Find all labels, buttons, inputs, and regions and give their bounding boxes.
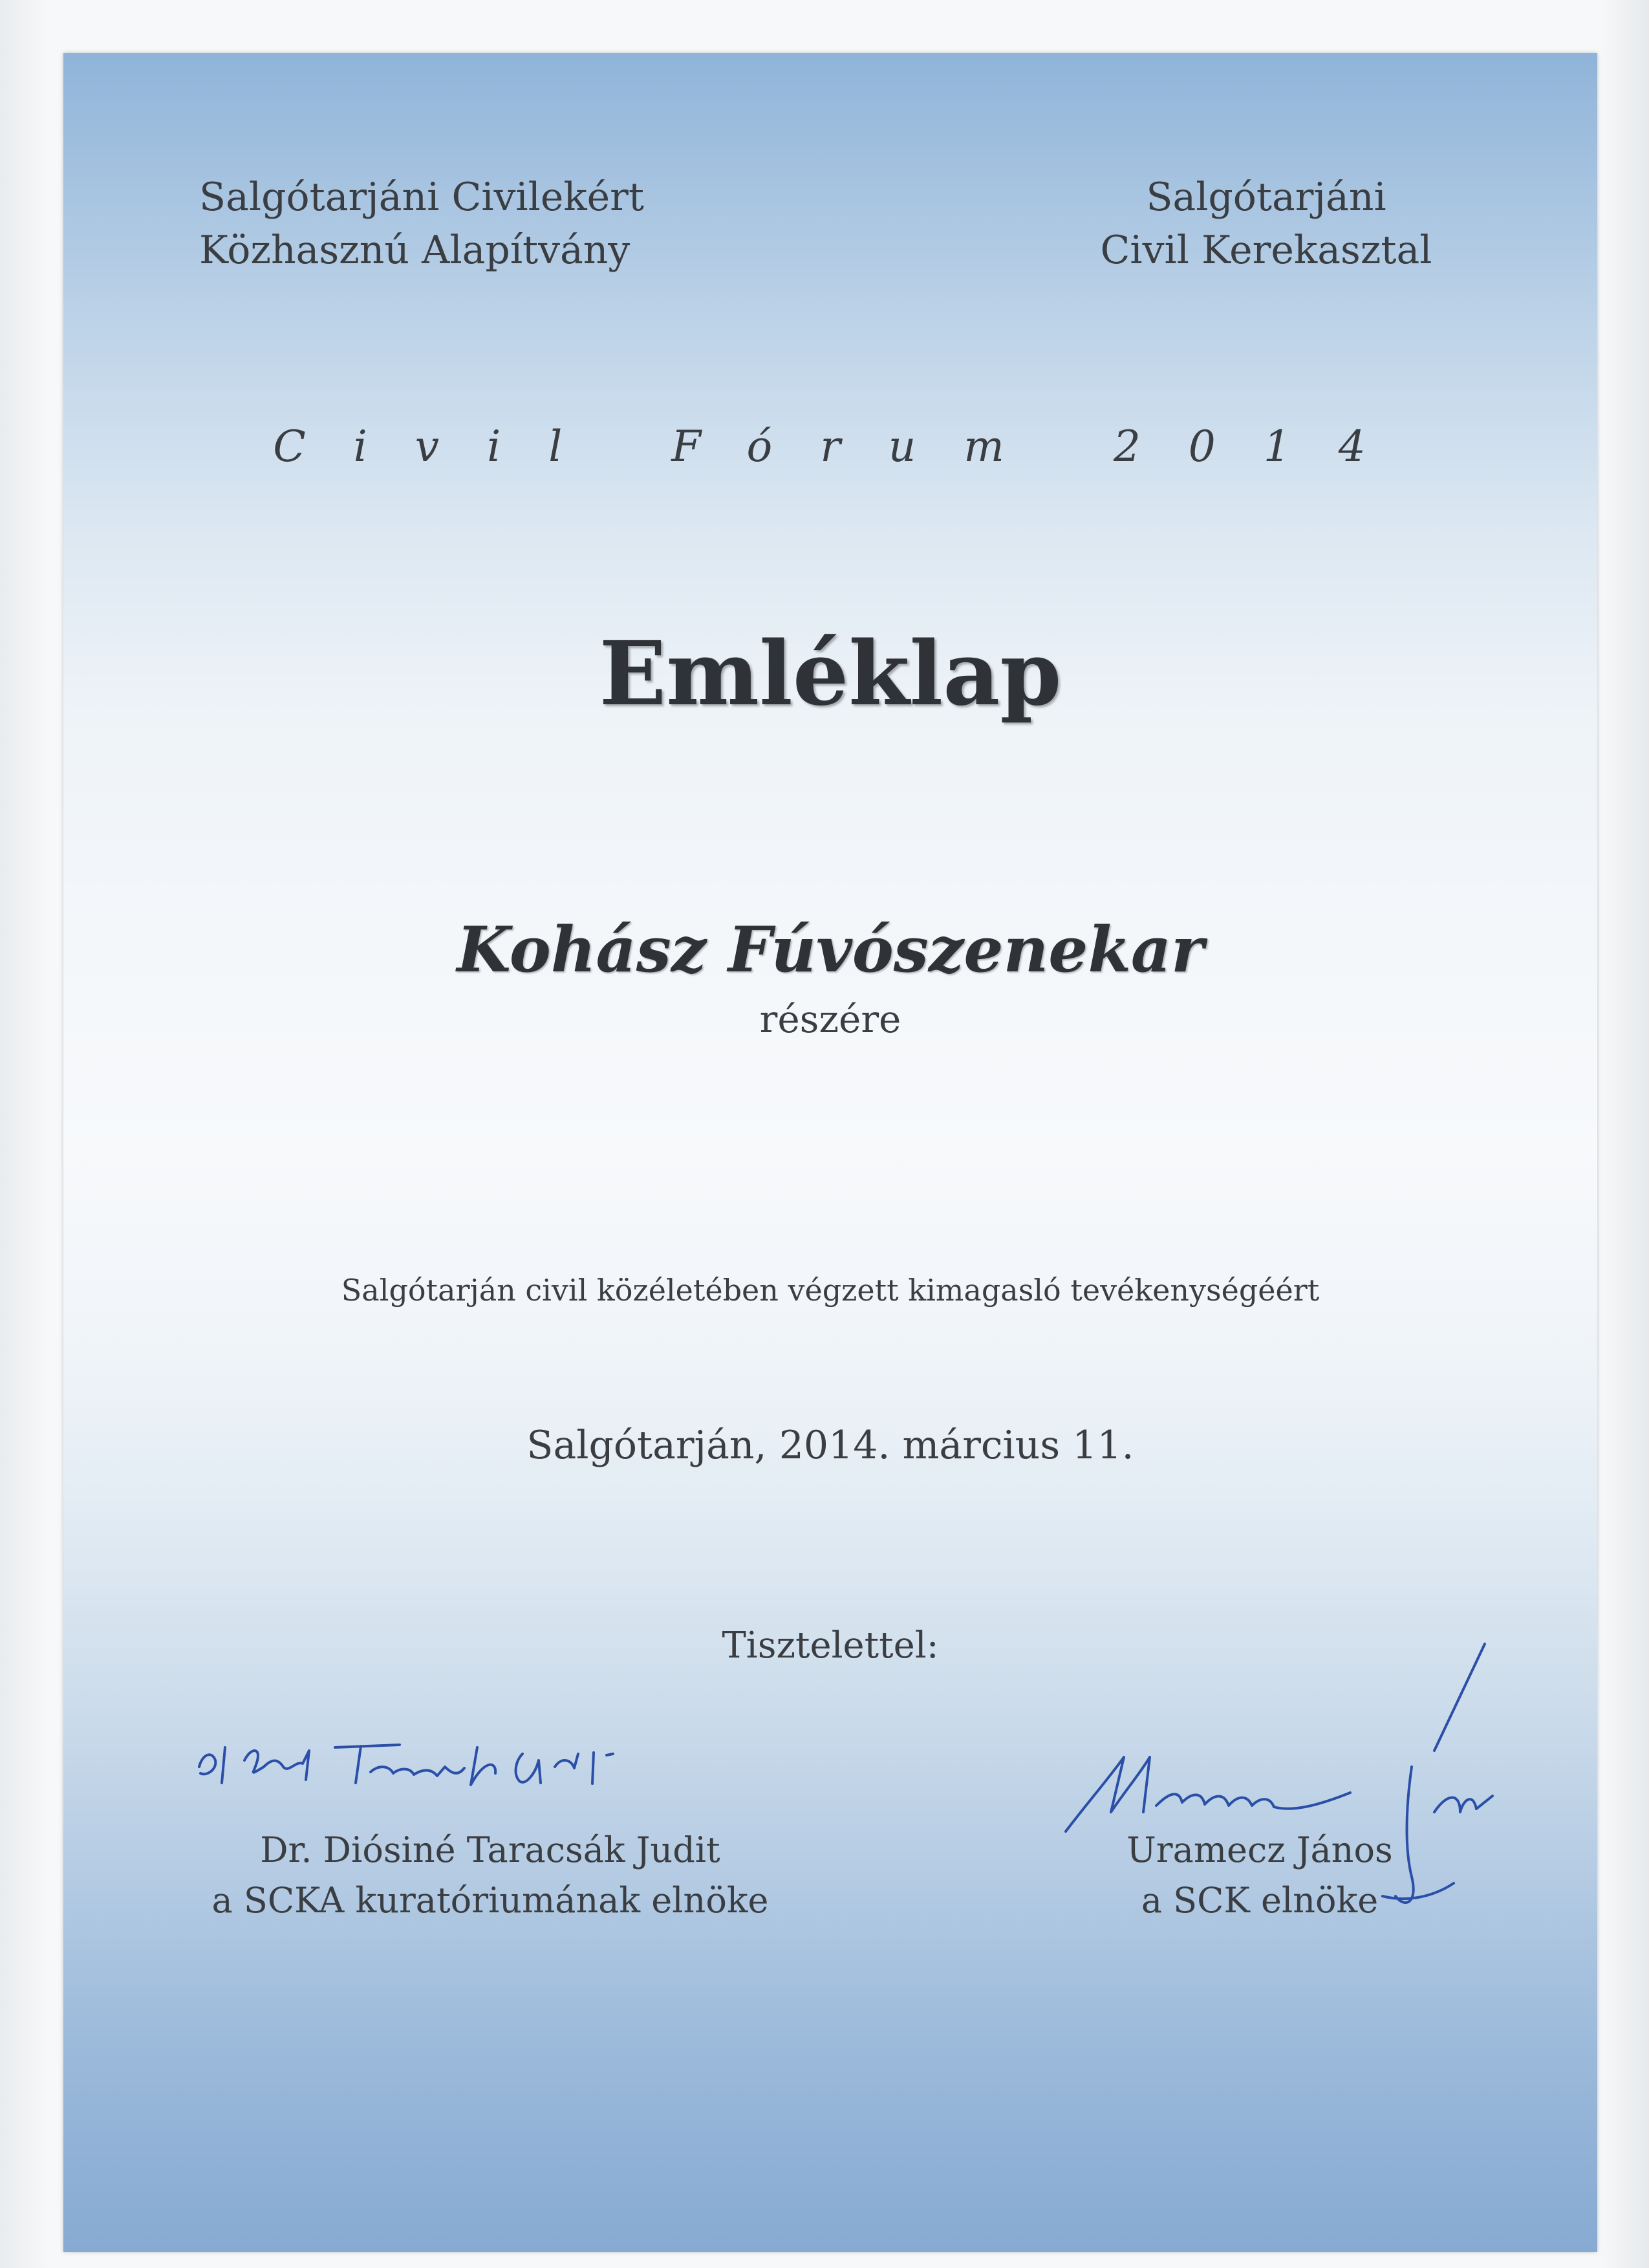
certificate-title: Emléklap (599, 622, 1062, 726)
signer-right-role: a SCK elnöke (1141, 1880, 1379, 1921)
recipient-name: Kohász Fúvószenekar (457, 913, 1204, 986)
organizer-left-line1: Salgótarjáni Civilekért (199, 175, 644, 220)
signer-left-role: a SCKA kuratóriumának elnöke (211, 1880, 769, 1921)
signer-left (167, 1825, 814, 1926)
event-name: Civil Fórum 2014 (273, 422, 1414, 471)
organizer-left-line2: Közhasznú Alapítvány (199, 228, 630, 273)
closing-phrase: Tisztelettel: (722, 1625, 939, 1667)
signer-right (1020, 1825, 1499, 1926)
organizer-right-line2: Civil Kerekasztal (1100, 228, 1432, 273)
signature-left (186, 1722, 626, 1799)
signer-right-name: Uramecz János (1126, 1830, 1393, 1870)
signer-left-name: Dr. Diósiné Taracsák Judit (260, 1830, 720, 1870)
organizer-left (199, 171, 644, 277)
certificate-sheet (63, 53, 1597, 2252)
organizer-right (1020, 171, 1512, 277)
organizer-right-line1: Salgótarjáni (1146, 175, 1386, 220)
place-and-date: Salgótarján, 2014. március 11. (526, 1423, 1134, 1468)
award-reason: Salgótarján civil közéletében végzett kimagasló tevékenységéért (341, 1273, 1320, 1308)
recipient-suffix: részére (759, 997, 901, 1041)
